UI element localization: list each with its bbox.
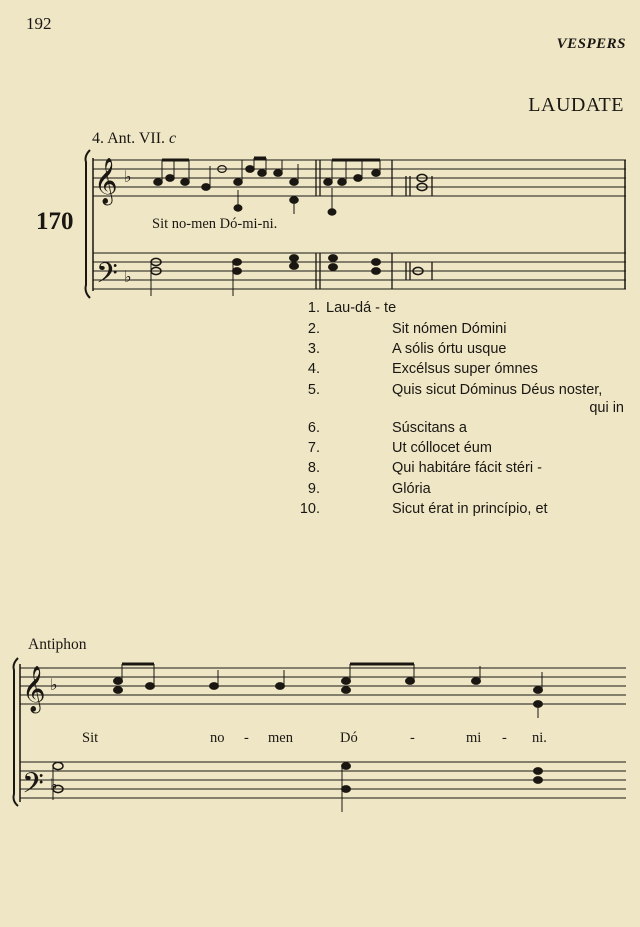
antiphon-bass-notes [53,762,543,812]
antiphon-label-mode: c [169,130,177,147]
lyric-syllable: mi [466,730,482,746]
svg-text:𝄞: 𝄞 [94,158,118,204]
svg-text:𝄞: 𝄞 [22,666,46,712]
verse-number: 10. [299,501,320,517]
verse-text: Qui habitáre fácit stéri - [392,460,542,476]
svg-text:♭: ♭ [50,775,58,794]
verse-text: Quis sicut Dóminus Déus noster, [392,382,603,398]
lyric-syllable: men [268,730,293,746]
verse-number: 5. [307,382,320,398]
item-number: 170 [36,208,74,235]
first-bass-notes [151,253,432,296]
section-title: LAUDATE [528,94,624,116]
antiphon-treble-staff [20,668,626,704]
first-bass-staff [93,253,626,289]
verse-text: Excélsus super ómnes [392,361,538,377]
verse-number: 9. [307,481,320,497]
verse-number: 7. [307,440,320,456]
verse-number: 3. [307,341,320,357]
verse-number: 1. [307,300,320,316]
antiphon-label-text: Ant. VII. [107,130,166,147]
lyric-syllable: - [244,730,249,746]
first-system-lyrics: Sit no-men Dó-mi-ni. [152,216,278,232]
verse-text: Ut cóllocet éum [392,440,492,456]
verse-text: Lau-dá - te [326,300,397,316]
verse-continuation: qui in [589,400,624,416]
svg-text:♭: ♭ [50,675,58,694]
verse-number: 2. [307,321,320,337]
verse-text: Glória [392,481,431,497]
page-number: 192 [26,14,52,33]
lyric-syllable: - [410,730,415,746]
running-head: VESPERS [556,36,626,52]
verse-text: Sit nómen Dómini [392,321,507,337]
antiphon-heading: Antiphon [28,636,87,653]
svg-text:𝄢: 𝄢 [96,257,118,297]
svg-text:♭: ♭ [124,267,132,286]
svg-text:𝄢: 𝄢 [22,767,44,807]
verse-text: A sólis órtu usque [392,341,507,357]
lyric-syllable: no [210,730,225,746]
antiphon-treble-notes [114,664,543,718]
verse-text: Sicut érat in princípio, et [392,501,548,517]
antiphon-label-number: 4. [92,130,104,147]
verse-number: 6. [307,420,320,436]
verse-text: Súscitans a [392,420,467,436]
svg-text:♭: ♭ [124,167,132,186]
verse-number: 4. [307,361,320,377]
verse-number: 8. [307,460,320,476]
lyric-syllable: Dó [340,730,358,746]
lyric-syllable: ni. [532,730,547,746]
lyric-syllable: - [502,730,507,746]
lyric-syllable: Sit [82,730,99,746]
